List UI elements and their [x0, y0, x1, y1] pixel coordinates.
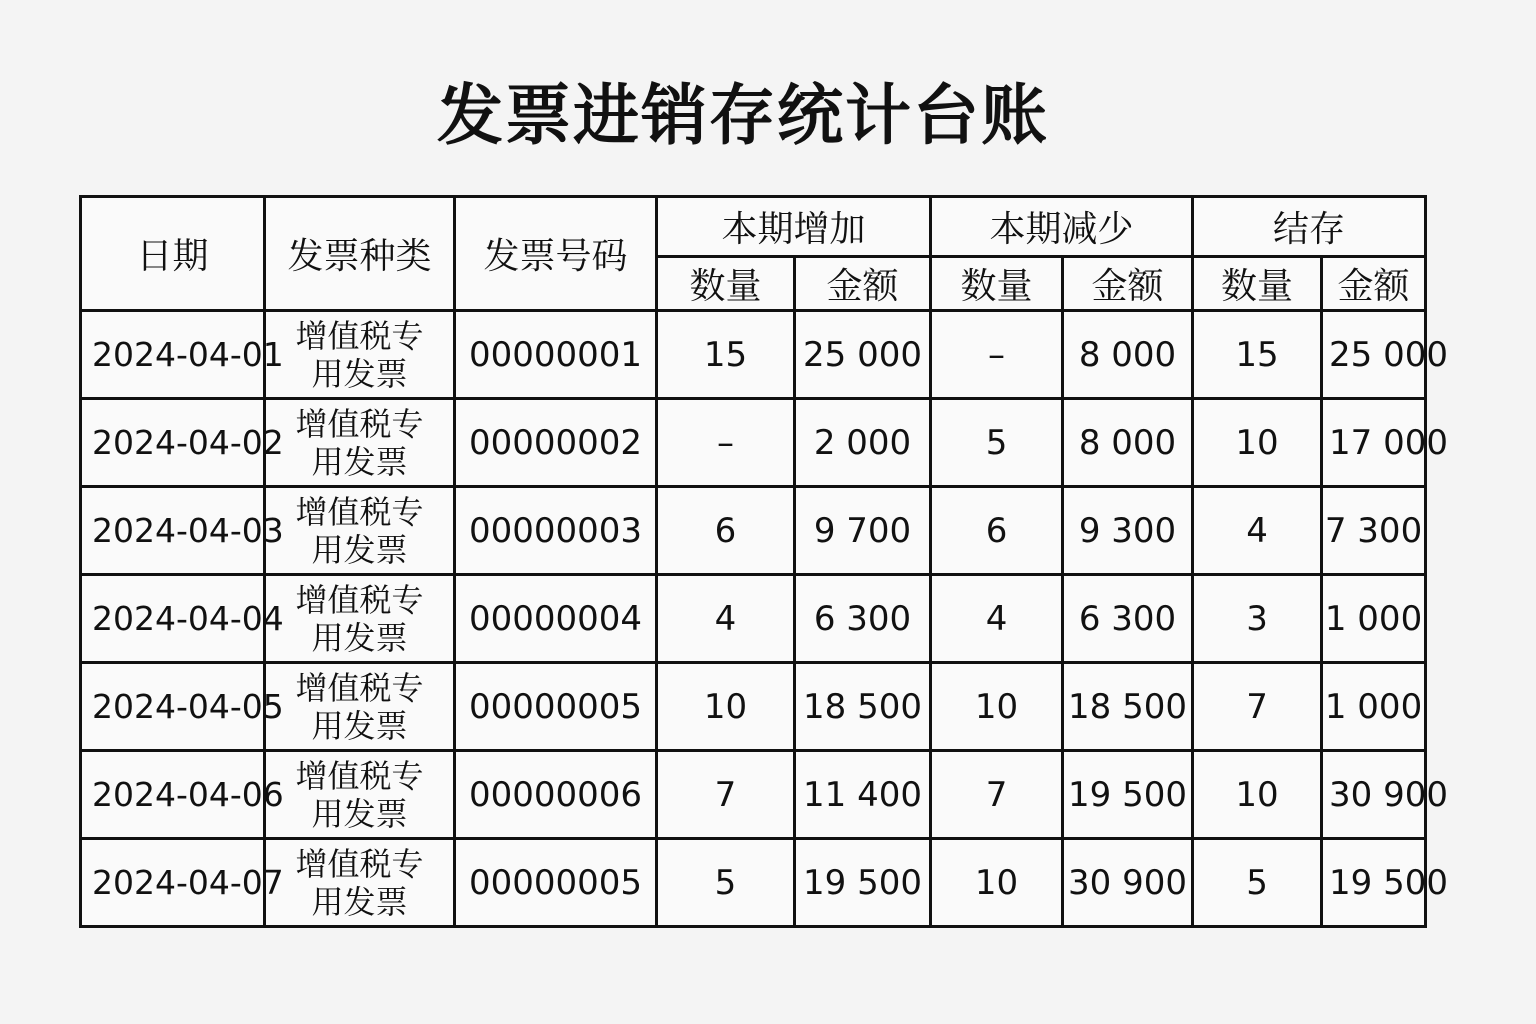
increase-quantity-cell: 10 [657, 663, 795, 751]
invoice-type-cell: 增值税专用发票 [265, 311, 455, 399]
decrease-amount-cell: 30 900 [1063, 839, 1193, 927]
increase-quantity-cell: 5 [657, 839, 795, 927]
balance-amount-cell: 25 000 [1322, 311, 1426, 399]
decrease-quantity-cell: 6 [931, 487, 1063, 575]
table-row [81, 399, 1426, 487]
date-cell: 2024-04-05 [81, 663, 265, 751]
invoice-number-cell: 00000001 [455, 311, 657, 399]
header-invoice-type: 发票种类 [265, 197, 455, 311]
date-cell: 2024-04-01 [81, 311, 265, 399]
invoice-type-cell: 增值税专用发票 [265, 399, 455, 487]
balance-amount-cell: 19 500 [1322, 839, 1426, 927]
header-row [81, 197, 1426, 257]
decrease-quantity-cell: – [931, 311, 1063, 399]
increase-amount-cell: 2 000 [795, 399, 931, 487]
increase-amount-cell: 6 300 [795, 575, 931, 663]
header-balance-amount: 金额 [1322, 257, 1426, 311]
invoice-type-cell: 增值税专用发票 [265, 751, 455, 839]
increase-quantity-cell: 4 [657, 575, 795, 663]
balance-amount-cell: 1 000 [1322, 663, 1426, 751]
balance-quantity-cell: 7 [1193, 663, 1322, 751]
increase-quantity-cell: 15 [657, 311, 795, 399]
decrease-quantity-cell: 5 [931, 399, 1063, 487]
balance-quantity-cell: 10 [1193, 399, 1322, 487]
balance-quantity-cell: 3 [1193, 575, 1322, 663]
table-row [81, 487, 1426, 575]
balance-amount-cell: 1 000 [1322, 575, 1426, 663]
table-row [81, 839, 1426, 927]
table-row [81, 311, 1426, 399]
invoice-number-cell: 00000005 [455, 663, 657, 751]
decrease-amount-cell: 8 000 [1063, 311, 1193, 399]
header-decrease: 本期减少 [931, 197, 1193, 257]
table-row [81, 751, 1426, 839]
increase-quantity-cell: 6 [657, 487, 795, 575]
balance-quantity-cell: 15 [1193, 311, 1322, 399]
header-increase-amount: 金额 [795, 257, 931, 311]
balance-quantity-cell: 4 [1193, 487, 1322, 575]
decrease-amount-cell: 18 500 [1063, 663, 1193, 751]
increase-quantity-cell: – [657, 399, 795, 487]
date-cell: 2024-04-03 [81, 487, 265, 575]
decrease-amount-cell: 9 300 [1063, 487, 1193, 575]
decrease-amount-cell: 19 500 [1063, 751, 1193, 839]
invoice-type-cell: 增值税专用发票 [265, 663, 455, 751]
balance-amount-cell: 30 900 [1322, 751, 1426, 839]
header-balance-quantity: 数量 [1193, 257, 1322, 311]
invoice-number-cell: 00000004 [455, 575, 657, 663]
increase-amount-cell: 9 700 [795, 487, 931, 575]
increase-amount-cell: 11 400 [795, 751, 931, 839]
decrease-quantity-cell: 7 [931, 751, 1063, 839]
header-increase-quantity: 数量 [657, 257, 795, 311]
page-title: 发票进销存统计台账 [437, 77, 1049, 154]
date-cell: 2024-04-04 [81, 575, 265, 663]
invoice-number-cell: 00000003 [455, 487, 657, 575]
date-cell: 2024-04-06 [81, 751, 265, 839]
increase-amount-cell: 25 000 [795, 311, 931, 399]
decrease-quantity-cell: 10 [931, 663, 1063, 751]
header-balance: 结存 [1193, 197, 1426, 257]
header-invoice-number: 发票号码 [455, 197, 657, 311]
decrease-amount-cell: 8 000 [1063, 399, 1193, 487]
date-cell: 2024-04-07 [81, 839, 265, 927]
balance-quantity-cell: 10 [1193, 751, 1322, 839]
balance-amount-cell: 17 000 [1322, 399, 1426, 487]
balance-quantity-cell: 5 [1193, 839, 1322, 927]
table-row [81, 575, 1426, 663]
table-row [81, 663, 1426, 751]
header-decrease-quantity: 数量 [931, 257, 1063, 311]
increase-quantity-cell: 7 [657, 751, 795, 839]
invoice-number-cell: 00000006 [455, 751, 657, 839]
ledger-table [79, 195, 1448, 928]
increase-amount-cell: 19 500 [795, 839, 931, 927]
decrease-quantity-cell: 4 [931, 575, 1063, 663]
invoice-type-cell: 增值税专用发票 [265, 487, 455, 575]
header-increase: 本期增加 [657, 197, 931, 257]
invoice-number-cell: 00000002 [455, 399, 657, 487]
increase-amount-cell: 18 500 [795, 663, 931, 751]
decrease-quantity-cell: 10 [931, 839, 1063, 927]
header-decrease-amount: 金额 [1063, 257, 1193, 311]
invoice-number-cell: 00000005 [455, 839, 657, 927]
balance-amount-cell: 7 300 [1322, 487, 1426, 575]
date-cell: 2024-04-02 [81, 399, 265, 487]
invoice-type-cell: 增值税专用发票 [265, 839, 455, 927]
header-date: 日期 [81, 197, 265, 311]
decrease-amount-cell: 6 300 [1063, 575, 1193, 663]
invoice-type-cell: 增值税专用发票 [265, 575, 455, 663]
